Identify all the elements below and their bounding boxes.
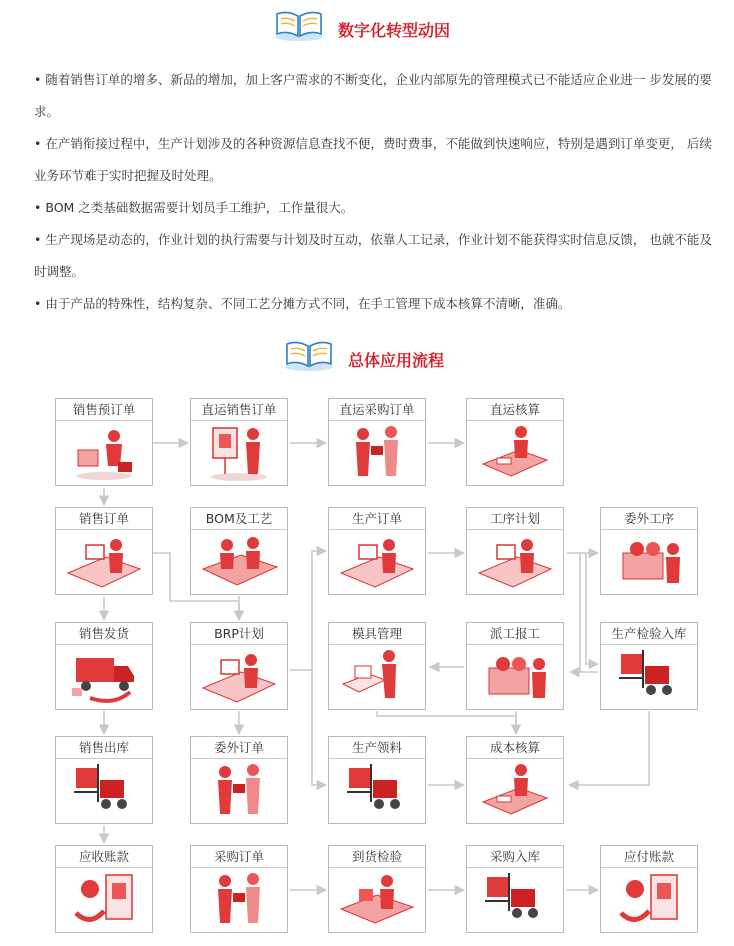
bullet-item: • 在产销衔接过程中，生产计划涉及的各种资源信息查找不便，费时费事，不能做到快速响应，特别是遇到订单变更， 后续业务环节难于实时把握及时处理。 [34,136,712,183]
node-label: 生产领料 [329,737,425,759]
node-label: 派工报工 [467,623,563,645]
forklift-icon [601,644,697,709]
flow-node-brp-plan [190,622,288,710]
node-label: 销售出库 [56,737,152,759]
computer-desk-icon [191,644,287,709]
computer-desk-icon [56,529,152,594]
flow-node-outsourcing-order [190,736,288,824]
bullet-item: • BOM 之类基础数据需要计划员手工维护，工作量很大。 [34,200,354,215]
mold-press-icon [329,644,425,709]
flow-node-production-inspection-warehousing [600,622,698,710]
forklift-icon [56,758,152,823]
node-label: 应付账款 [601,846,697,868]
node-label: BOM及工艺 [191,508,287,530]
flow-node-sales-outbound [55,736,153,824]
flow-arrow [312,670,326,785]
flow-node-purchase-order [190,845,288,933]
forklift-icon [329,758,425,823]
delivery-truck-icon [56,644,152,709]
flow-arrow [377,711,516,734]
flow-node-bom-process [190,507,288,595]
node-label: 采购入库 [467,846,563,868]
node-label: BRP计划 [191,623,287,645]
node-label: 销售发货 [56,623,152,645]
safe-icon [56,867,152,932]
flow-node-accounts-payable [600,845,698,933]
node-label: 销售预订单 [56,399,152,421]
node-label: 应收账款 [56,846,152,868]
node-label: 工序计划 [467,508,563,530]
node-label: 销售订单 [56,508,152,530]
desk-worker-icon [467,758,563,823]
node-label: 委外订单 [191,737,287,759]
box-handover-icon [56,420,152,485]
bullet-item: • 生产现场是动态的，作业计划的执行需要与计划及时互动，依靠人工记录，作业计划不能获得实时信息反馈， 也就不能及时调整。 [34,232,712,279]
flow-arrow [290,551,326,670]
node-label: 直运采购订单 [329,399,425,421]
flow-node-dispatch-report [466,622,564,710]
flow-node-sales-delivery [55,622,153,710]
node-label: 委外工序 [601,508,697,530]
node-label: 直运核算 [467,399,563,421]
handshake-icon [191,867,287,932]
node-label: 到货检验 [329,846,425,868]
flow-node-accounts-receivable [55,845,153,933]
flow-node-sales-order [55,507,153,595]
flow-node-cost-accounting [466,736,564,824]
flow-node-direct-accounting [466,398,564,486]
flow-node-direct-sales-order [190,398,288,486]
presentation-board-icon [191,420,287,485]
computer-desk-icon [329,529,425,594]
flow-node-process-plan [466,507,564,595]
flow-node-mold-management [328,622,426,710]
handshake-icon [329,420,425,485]
flow-arrow [569,711,649,785]
flow-node-outsourced-process [600,507,698,595]
node-label: 生产订单 [329,508,425,530]
flow-node-production-order [328,507,426,595]
node-label: 生产检验入库 [601,623,697,645]
node-label: 采购订单 [191,846,287,868]
node-label: 成本核算 [467,737,563,759]
node-label: 直运销售订单 [191,399,287,421]
handshake-icon [191,758,287,823]
machine-icon [467,644,563,709]
bullet-item: • 随着销售订单的增多、新品的增加，加上客户需求的不断变化，企业内部原先的管理模式已不能适应企业进一 步发展的要求。 [34,72,712,119]
section-title: 数字化转型动因 [338,21,451,40]
flow-node-arrival-inspection [328,845,426,933]
flow-node-sales-preorder [55,398,153,486]
bullet-item: • 由于产品的特殊性，结构复杂、不同工艺分摊方式不同，在手工管理下成本核算不清晰，准确。 [34,296,571,311]
flow-arrow [586,553,598,664]
forklift-icon [467,867,563,932]
safe-icon [601,867,697,932]
section-title: 总体应用流程 [348,351,445,370]
desk-worker-icon [467,420,563,485]
node-label: 模具管理 [329,623,425,645]
inspection-desk-icon [329,867,425,932]
flow-node-production-material [328,736,426,824]
engineering-desk-icon [191,529,287,594]
machine-icon [601,529,697,594]
flow-node-purchase-warehousing [466,845,564,933]
flow-node-direct-purchase-order [328,398,426,486]
computer-desk-icon [467,529,563,594]
